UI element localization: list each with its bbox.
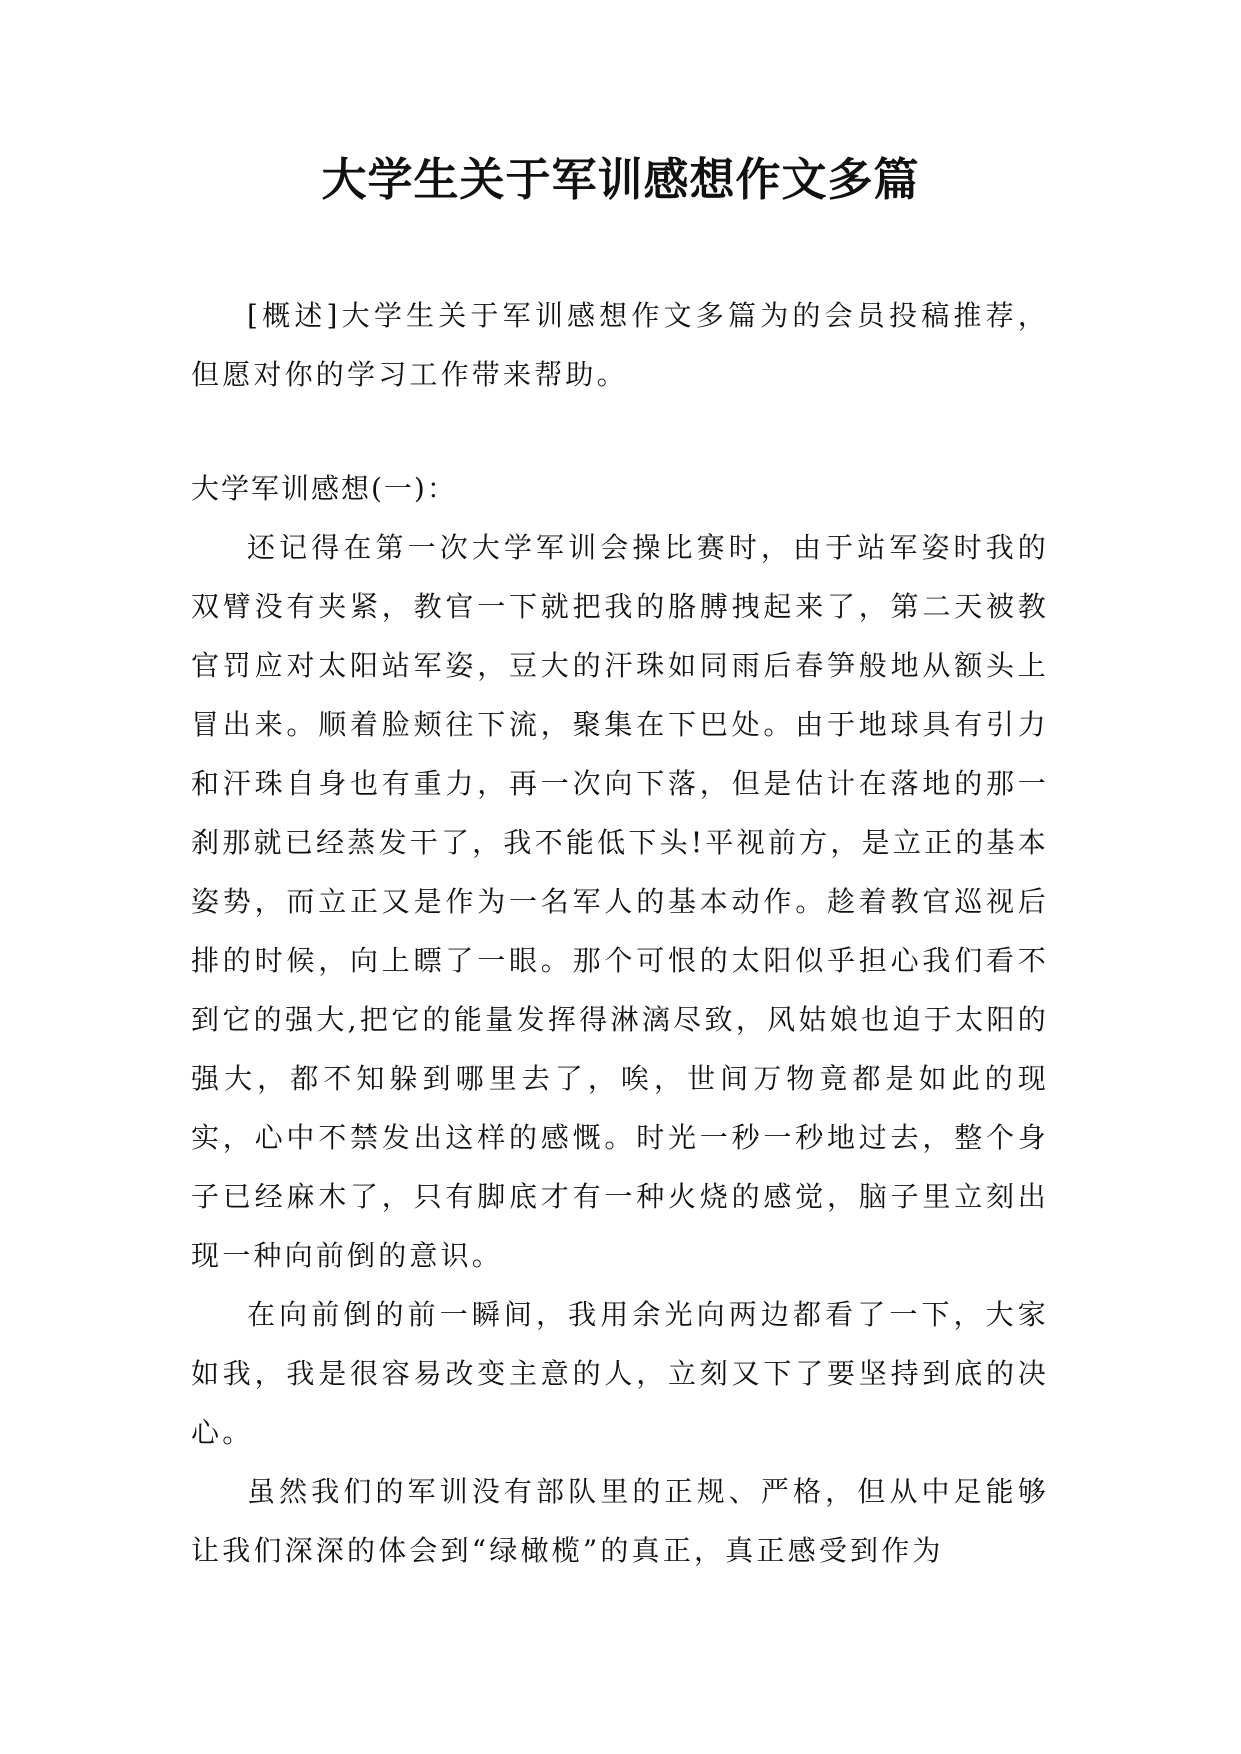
- summary-paragraph: [概述]大学生关于军训感想作文多篇为的会员投稿推荐，但愿对你的学习工作带来帮助。: [191, 299, 1049, 391]
- summary-block: [191, 286, 1049, 404]
- body-paragraph: 还记得在第一次大学军训会操比赛时，由于站军姿时我的双臂没有夹紧，教官一下就把我的胳膊拽起来了，第二天被教官罚应对太阳站军姿，豆大的汗珠如同雨后春笋般地从额头上冒出来。顺着脸颊往下流，聚集在下巴处。由于地球具有引力和汗珠自身也有重力，再一次向下落，但是估计在落地的那一刹那就已经蒸发干了，我不能低下头!平视前方，是立正的基本姿势，而立正又是作为一名军人的基本动作。趁着教官巡视后排的时候，向上瞟了一眼。那个可恨的太阳似乎担心我们看不到它的强大,把它的能量发挥得淋漓尽致，风姑娘也迫于太阳的强大，都不知躲到哪里去了，唉，世间万物竟都是如此的现实，心中不禁发出这样的感慨。时光一秒一秒地过去，整个身子已经麻木了，只有脚底才有一种火烧的感觉，脑子里立刻出现一种向前倒的意识。: [191, 531, 1049, 1272]
- body-paragraph: 在向前倒的前一瞬间，我用余光向两边都看了一下，大家如我，我是很容易改变主意的人，立刻又下了要坚持到底的决心。: [191, 1298, 1049, 1449]
- document-title: 大学生关于军训感想作文多篇: [321, 153, 920, 206]
- body-paragraph: 虽然我们的军训没有部队里的正规、严格，但从中足能够让我们深深的体会到“绿橄榄”的真正，真正感受到作为: [191, 1475, 1049, 1567]
- section-heading: 大学军训感想(一)：: [191, 472, 457, 505]
- article-body: [191, 459, 1049, 1580]
